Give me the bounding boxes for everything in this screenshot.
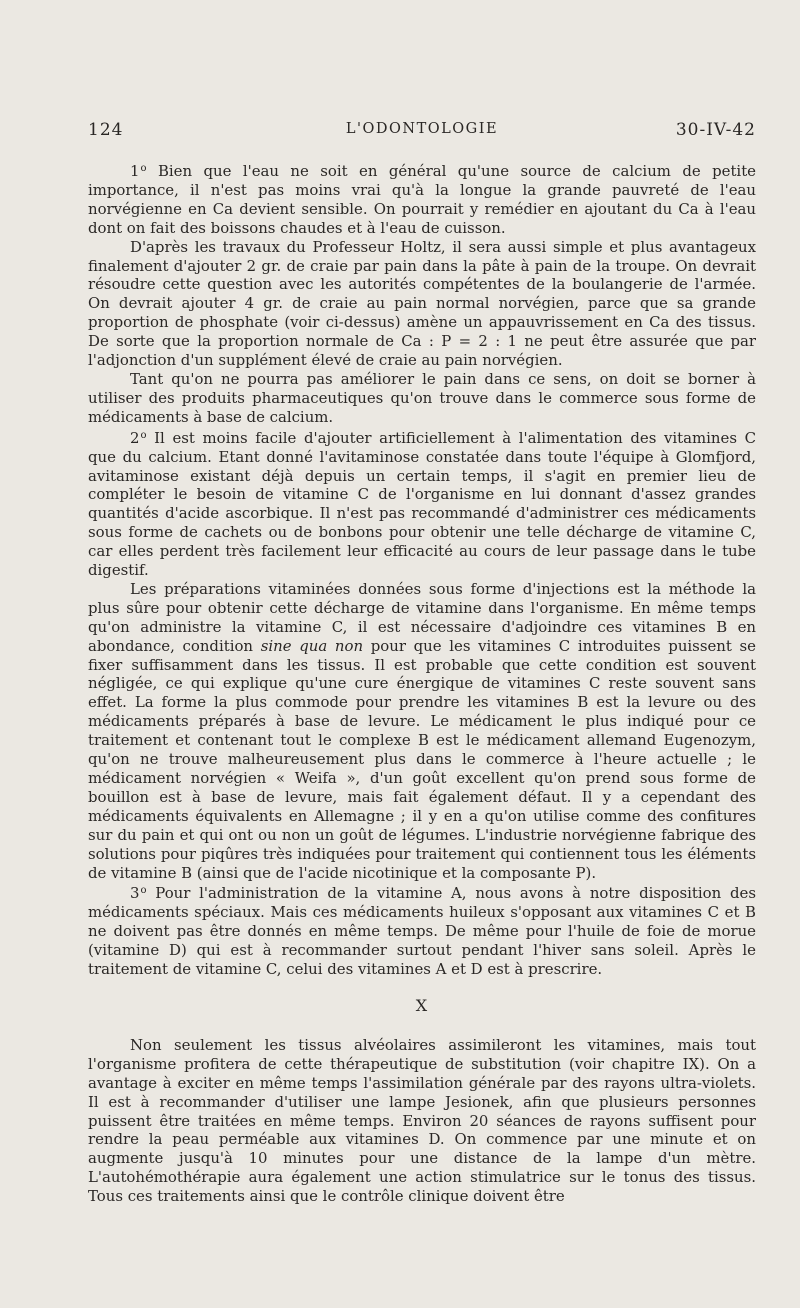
issue-date: 30-IV-42 (675, 120, 756, 140)
latin-phrase: sine qua non (260, 636, 364, 655)
paragraph-6 (88, 882, 756, 979)
body-text (88, 160, 756, 1206)
paragraph-2: D'après les travaux du Professeur Holtz, il sera aussi simple et plus avantageux finalement d'ajouter 2 gr. de craie par pain dans la pâte à pain de la troupe. On devrait résoudre cette question avec les autorités compétentes de la boulangerie de l'armée. On devrait ajouter 4 gr. de craie au pain normal norvégien, parce que sa grande proportion de phosphate (voir ci-dessus) amène un appauvrissement en Ca des tissus. De sorte que la proportion normale de Ca : P = 2 : 1 ne peut être assurée que par l'adjonction d'un supplément élevé de craie au pain norvégien. (88, 237, 756, 370)
page-number: 124 (88, 120, 124, 140)
paragraph-5 (88, 580, 756, 883)
ordinal-mark: o (140, 885, 147, 897)
paragraph-text: Les préparations vitaminées données sous forme d'injections est la méthode la plus sûre pour obtenir cette décharge de vitamine dans l'organisme. En même temps qu'on administre la vitamine C, il est nécessaire d'adjoindre ces vitamines B en abondance, condition (88, 579, 756, 655)
paragraph-3: Tant qu'on ne pourra pas améliorer le pain dans ce sens, on doit se borner à utiliser des produits pharmaceutiques qu'on trouve dans le commerce sous forme de médicaments à base de calcium. (88, 369, 756, 426)
running-header (88, 120, 756, 144)
item-number: 2 (130, 428, 140, 447)
paragraph-text: Pour l'administration de la vitamine A, nous avons à notre disposition des médicaments spéciaux. Mais ces médicaments huileux s'opposant aux vitamines C et B ne doivent pas être donnés en même temps. De même pour l'huile de foie de morue (vitamine D) qui est à recommander surtout pendant l'hiver sans soleil. Après le traitement de vitamine C, celui des vitamines A et D est à prescrire. (88, 884, 756, 979)
item-number: 1 (130, 162, 140, 180)
section-heading: X (415, 995, 429, 1015)
ordinal-mark: o (140, 163, 147, 174)
item-number: 3 (130, 884, 140, 903)
ordinal-mark: o (140, 429, 147, 441)
paragraph-1 (88, 160, 756, 238)
journal-title: L'ODONTOLOGIE (345, 121, 499, 137)
paragraph-text: Bien que l'eau ne soit en général qu'une source de calcium de petite importance, il n'est pas moins vrai qu'à la longue la grande pauvreté de l'eau norvégienne en Ca devient sensible. On pourrait y remédier en ajoutant du Ca à l'eau dont on fait des boissons chaudes et à l'eau de cuisson. (88, 162, 756, 237)
paragraph-text: Il est moins facile d'ajouter artificiellement à l'alimentation des vitamines C que du calcium. Etant donné l'avitaminose constatée dans toute l'équipe à Glomfjord, avitaminose existant déjà depuis un certain temps, il s'agit en premier lieu de compléter le besoin de vitamine C de l'organisme en lui donnant d'assez grandes quantités d'acide ascorbique. Il n'est pas recommandé d'administrer ces médicaments sous forme de cachets ou de bonbons pour obtenir une telle décharge de vitamine C, car elles perdent très facilement leur efficacité au cours de leur passage dans le tube digestif. (88, 428, 756, 580)
paragraph-7: Non seulement les tissus alvéolaires assimileront les vitamines, mais tout l'organisme profitera de cette thérapeutique de substitution (voir chapitre IX). On a avantage à exciter en même temps l'assimilation générale par des rayons ultra-violets. Il est à recommander d'utiliser une lampe Jesionek, afin que plusieurs personnes puissent être traitées en même temps. Environ 20 séances de rayons suffisent pour rendre la peau perméable aux vitamines D. On commence par une minute et on augmente jusqu'à 10 minutes pour une distance de la lampe d'un mètre. L'autohémothérapie aura également une action stimulatrice sur le tonus des tissus. Tous ces traitements ainsi que le contrôle clinique doivent être (88, 1035, 756, 1206)
paragraph-4 (88, 427, 756, 580)
paragraph-text: pour que les vitamines C introduites puissent se fixer suffisamment dans les tissus. Il est probable que cette condition est souvent négligée, ce qui explique qu'une cure énergique de vitamines C reste souvent sans effet. La forme la plus commode pour prendre les vitamines B est la levure ou des médicaments préparés à base de levure. Le médicament le plus indiqué pour ce traitement et contenant tout le complexe B est le médicament allemand Eugenozym, qu'on ne trouve malheureusement plus dans le commerce à l'heure actuelle ; le médicament norvégien « Weifa », d'un goût excellent qu'on prend sous forme de bouillon est à base de levure, mais fait également défaut. Il y a cependant des médicaments équivalents en Allemagne ; il y en a qu'on utilise comme des confitures sur du pain et qui ont ou non un goût de légumes. L'industrie norvégienne fabrique des solutions pour piqûres très indiquées pour traitement qui contiennent tous les éléments de vitamine B (ainsi que de l'acide nicotinique et la composante P). (88, 636, 756, 882)
